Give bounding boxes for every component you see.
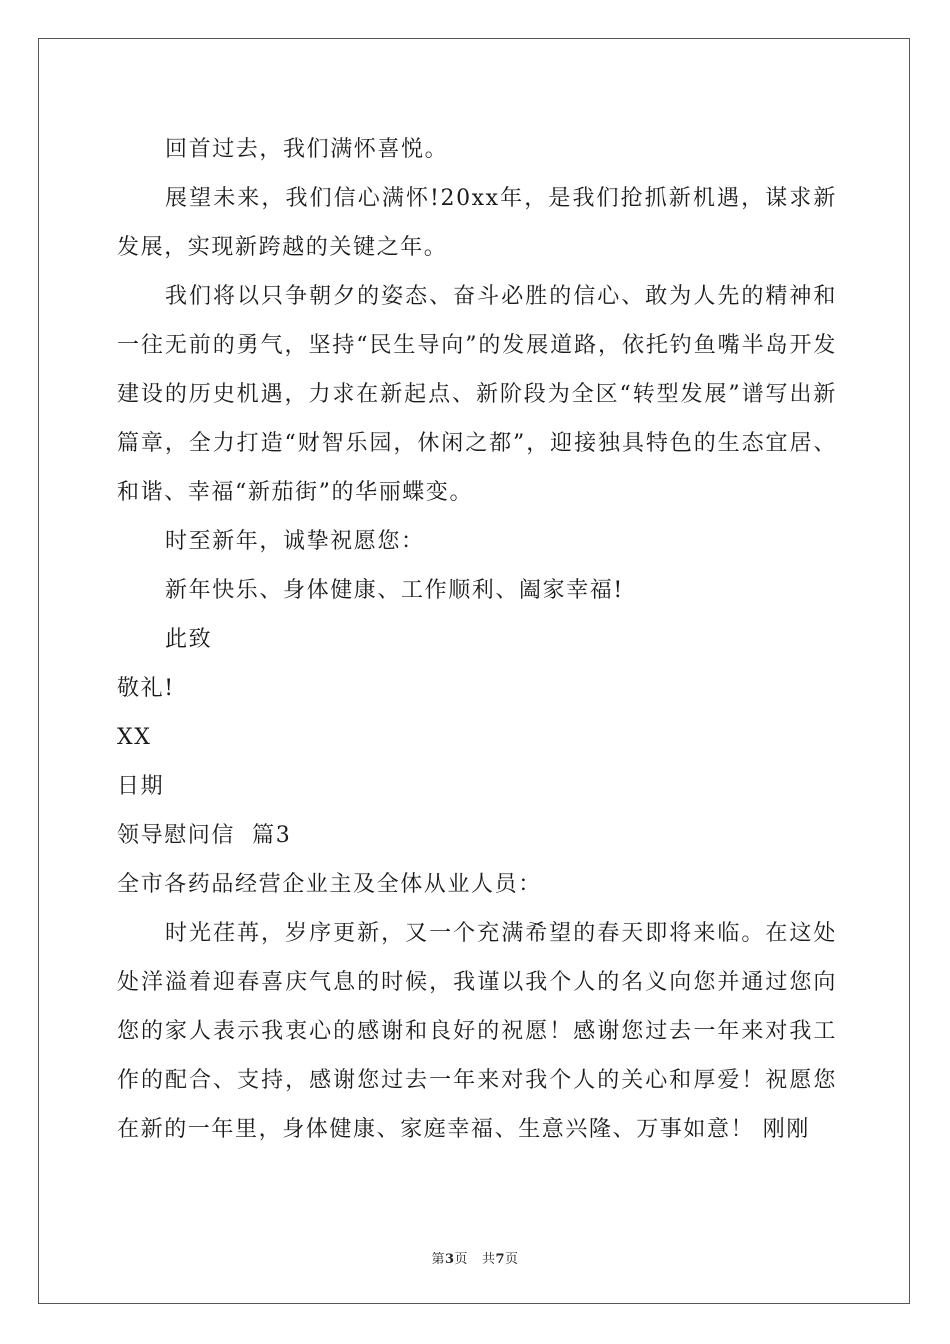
paragraph-looking-back: 回首过去，我们满怀喜悦。	[165, 137, 449, 162]
paragraph-commitment: 我们将以只争朝夕的姿态、奋斗必胜的信心、敢为人先的精神和一往无前的勇气，坚持“民生导向”的发展道路，依托钓鱼嘴半岛开发建设的历史机遇，力求在新起点、新阶段为全区“转型发展”谱写出新篇章，全力打造“财智乐园，休闲之都”，迎接独具特色的生态宜居、和谐、幸福“新茄街”的华丽蝶变。	[117, 284, 837, 505]
paragraph-new-year-greeting: 时至新年，诚挚祝愿您：	[165, 529, 425, 554]
page-number: 3	[444, 1252, 455, 1267]
signature-name: XX	[117, 725, 152, 750]
page-suffix: 页	[454, 1252, 469, 1267]
total-suffix: 页	[505, 1252, 519, 1267]
paragraph-looking-forward: 展望未来，我们信心满怀!20xx年，是我们抢抓新机遇，谋求新发展，实现新跨越的关键之年。	[117, 186, 837, 260]
page-prefix: 第	[431, 1252, 445, 1267]
page-footer	[0, 1248, 950, 1267]
closing-salutation: 此致	[165, 627, 213, 652]
section-heading: 领导慰问信 篇3	[117, 823, 292, 848]
closing-regards: 敬礼!	[117, 676, 175, 701]
paragraph-wishes: 新年快乐、身体健康、工作顺利、阖家幸福!	[165, 578, 624, 603]
total-prefix: 共	[481, 1252, 496, 1267]
total-pages: 7	[495, 1252, 506, 1267]
paragraph-letter-body: 时光荏苒，岁序更新，又一个充满希望的春天即将来临。在这处处洋溢着迎春喜庆气息的时候，我谨以我个人的名义向您并通过您向您的家人表示我衷心的感谢和良好的祝愿！感谢您过去一年来对我工作的配合、支持，感谢您过去一年来对我个人的关心和厚爱！祝愿您在新的一年里，身体健康、家庭幸福、生意兴隆、万事如意！ 刚刚	[117, 921, 837, 1142]
letter-recipients: 全市各药品经营企业主及全体从业人员：	[117, 872, 542, 897]
document-body	[117, 125, 837, 1154]
signature-date: 日期	[117, 774, 165, 799]
